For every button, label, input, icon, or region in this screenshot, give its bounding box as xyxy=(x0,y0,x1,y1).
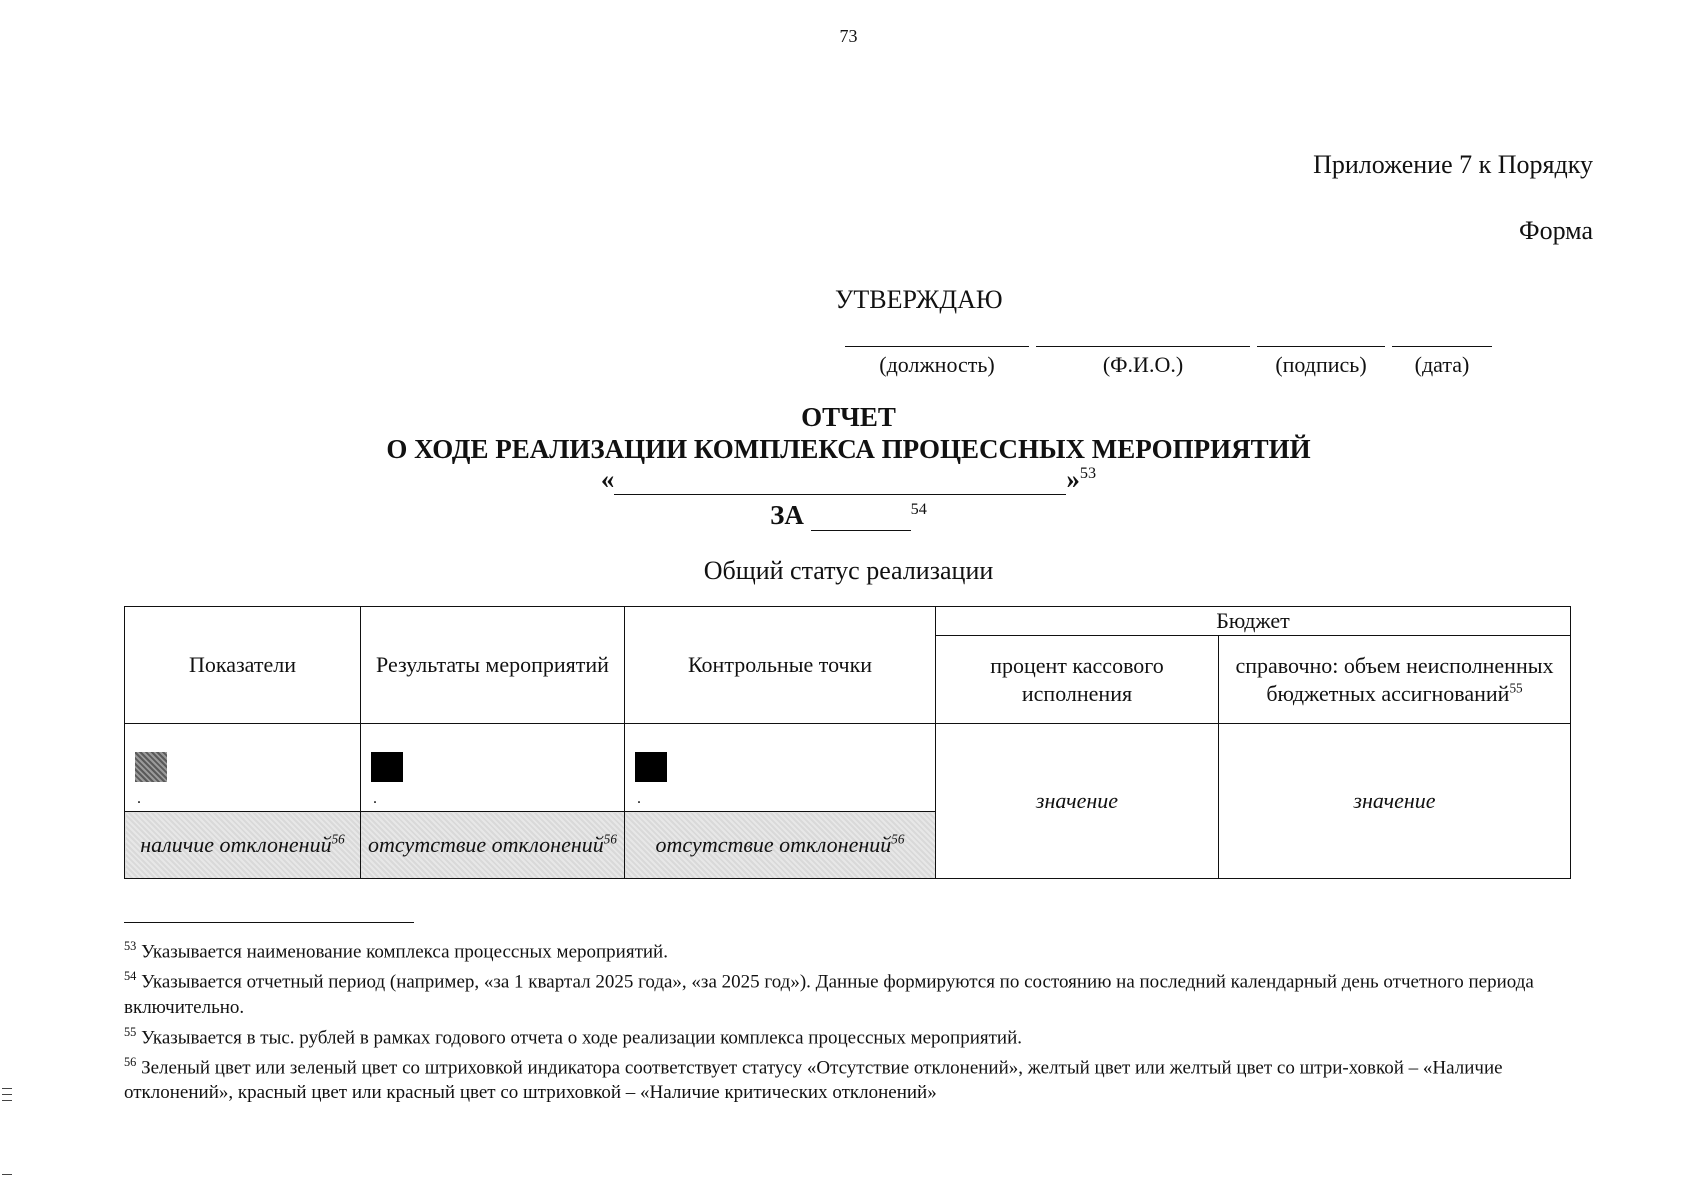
status-text: отсутствие отклонений xyxy=(655,832,892,858)
indicator-cell-checkpoints xyxy=(625,724,936,812)
footnote-ref-56: 56 xyxy=(603,831,617,847)
fio-caption: (Ф.И.О.) xyxy=(1102,352,1184,377)
header-budget: Бюджет xyxy=(936,607,1571,636)
period-line xyxy=(0,500,1697,531)
footnote-number: 53 xyxy=(124,939,137,953)
indicator-dot: . xyxy=(137,790,141,807)
position-line xyxy=(845,346,1029,347)
signature-line xyxy=(1257,346,1385,347)
status-text: наличие отклонений xyxy=(140,832,332,858)
quote-close: » xyxy=(1066,464,1080,494)
unfulfilled-value: значение xyxy=(1219,724,1571,879)
footnote-number: 56 xyxy=(124,1054,137,1069)
footnotes xyxy=(124,934,1570,1105)
footnote-ref-56: 56 xyxy=(331,831,345,847)
fio-line xyxy=(1036,346,1250,347)
footnote-55 xyxy=(124,1020,1570,1050)
footnote-ref-53: 53 xyxy=(1079,464,1097,482)
footnote-53 xyxy=(124,934,1570,964)
header-results: Результаты мероприятий xyxy=(361,607,625,724)
indicator-dot: . xyxy=(637,790,641,807)
margin-mark xyxy=(2,1094,12,1095)
footnote-text: Указывается наименование комплекса процессных мероприятий. xyxy=(141,941,668,963)
complex-name-blank xyxy=(614,470,1066,495)
report-title: ОТЧЕТ xyxy=(801,402,896,432)
status-checkpoints xyxy=(625,812,936,879)
status-indicators xyxy=(125,812,361,879)
status-title: Общий статус реализации xyxy=(703,556,994,585)
header-unfulfilled-text: справочно: объем неисполненных бюджетных ассигнований xyxy=(1235,653,1554,706)
status-results xyxy=(361,812,625,879)
date-caption: (дата) xyxy=(1414,352,1470,377)
approve-heading: УТВЕРЖДАЮ xyxy=(835,285,1003,314)
margin-mark xyxy=(2,1088,12,1089)
footnote-ref-56: 56 xyxy=(891,831,905,847)
period-prefix: ЗА xyxy=(770,500,804,530)
status-text: отсутствие отклонений xyxy=(368,832,604,858)
header-checkpoints: Контрольные точки xyxy=(625,607,936,724)
header-cash-percent: процент кассового исполнения xyxy=(936,636,1219,724)
signature-caption: (подпись) xyxy=(1275,352,1367,377)
appendix-label: Приложение 7 к Порядку xyxy=(1313,150,1593,179)
period-blank xyxy=(811,506,911,531)
footnote-54 xyxy=(124,964,1570,1019)
status-table xyxy=(124,606,1571,879)
complex-name-line xyxy=(0,464,1697,495)
margin-mark xyxy=(2,1100,12,1101)
status-indicator-icon xyxy=(135,752,167,782)
footnote-text: Зеленый цвет или зеленый цвет со штриховкой индикатора соответствует статусу «Отсутствие отклонений», желтый цвет или желтый цвет со штри-ховкой – «Наличие отклонений», красный цвет или красный цвет со штриховкой – «Наличие критических отклонений» xyxy=(124,1057,1503,1104)
position-caption: (должность) xyxy=(879,352,995,377)
status-indicator-icon xyxy=(635,752,667,782)
indicator-cell-indicators xyxy=(125,724,361,812)
footnote-number: 54 xyxy=(124,969,137,984)
indicator-dot: . xyxy=(373,790,377,807)
footnote-text: Указывается в тыс. рублей в рамках годового отчета о ходе реализации комплекса процессных мероприятий. xyxy=(141,1026,1022,1048)
header-unfulfilled xyxy=(1219,636,1571,724)
indicator-cell-results xyxy=(361,724,625,812)
footnote-ref-55: 55 xyxy=(1509,680,1523,696)
form-label: Форма xyxy=(1519,216,1593,245)
report-subtitle: О ХОДЕ РЕАЛИЗАЦИИ КОМПЛЕКСА ПРОЦЕССНЫХ МЕРОПРИЯТИЙ xyxy=(386,434,1311,464)
footnote-number: 55 xyxy=(124,1024,137,1039)
header-indicators: Показатели xyxy=(125,607,361,724)
footnote-text: Указывается отчетный период (например, «за 1 квартал 2025 года», «за 2025 год»). Данные формируются по состоянию на последний календарный день отчетного периода включительно. xyxy=(124,971,1534,1018)
page-number: 73 xyxy=(839,26,858,46)
date-line xyxy=(1392,346,1492,347)
quote-open: « xyxy=(600,464,615,494)
cash-percent-value: значение xyxy=(936,724,1219,879)
margin-mark xyxy=(2,1174,12,1175)
footnote-ref-54: 54 xyxy=(910,500,927,518)
footnote-separator xyxy=(124,922,414,923)
status-indicator-icon xyxy=(371,752,403,782)
footnote-56 xyxy=(124,1050,1570,1105)
